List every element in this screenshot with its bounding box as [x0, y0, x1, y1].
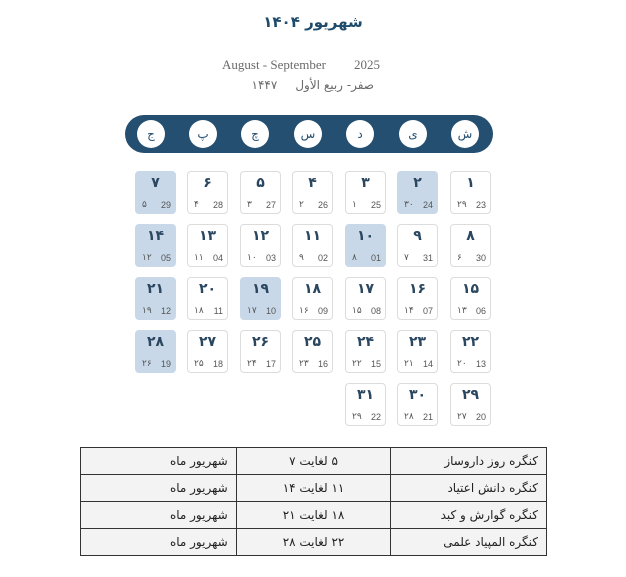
calendar-day-cell[interactable]	[450, 224, 491, 267]
weekday-saturday: ش	[451, 120, 479, 148]
persian-day-number: ۲۷	[198, 334, 217, 350]
hijri-day-number: ۲۰	[457, 359, 467, 369]
calendar-day-cell[interactable]	[135, 171, 176, 214]
calendar-day-cell[interactable]	[397, 224, 438, 267]
hijri-day-number: ۱	[352, 200, 357, 210]
gregorian-day-number: 12	[160, 306, 171, 316]
persian-day-number: ۲۰	[198, 281, 217, 297]
gregorian-day-number: 20	[475, 412, 486, 422]
persian-day-number: ۱	[466, 175, 475, 191]
event-month: شهریور ماه	[81, 502, 237, 529]
persian-day-number: ۳	[361, 175, 370, 191]
calendar-day-cell[interactable]	[397, 277, 438, 320]
gregorian-day-number: 02	[317, 253, 328, 263]
gregorian-day-number: 11	[213, 306, 223, 316]
gregorian-day-number: 15	[370, 359, 381, 369]
gregorian-day-number: 01	[370, 253, 381, 263]
gregorian-day-number: 28	[212, 200, 223, 210]
calendar-day-cell[interactable]	[450, 330, 491, 373]
hijri-day-number: ۲۴	[247, 359, 257, 369]
event-date-range: ۱۱ لغایت ۱۴	[236, 475, 391, 502]
calendar-day-cell[interactable]	[292, 224, 333, 267]
hijri-day-number: ۵	[142, 200, 147, 210]
gregorian-day-number: 05	[160, 253, 171, 263]
hijri-year: ۱۴۴۷	[251, 78, 278, 92]
gregorian-day-number: 26	[317, 200, 328, 210]
hijri-day-number: ۲۹	[352, 412, 362, 422]
calendar-day-cell[interactable]	[292, 330, 333, 373]
persian-day-number: ۱۳	[198, 228, 217, 244]
gregorian-day-number: 27	[265, 200, 276, 210]
hijri-day-number: ۲۲	[352, 359, 362, 369]
hijri-day-number: ۴	[194, 200, 199, 210]
gregorian-day-number: 07	[422, 306, 433, 316]
event-name: کنگره روز داروساز	[391, 448, 547, 475]
hijri-day-number: ۲	[299, 200, 304, 210]
persian-day-number: ۸	[466, 228, 475, 244]
event-name: کنگره المپیاد علمی	[391, 529, 547, 556]
events-table	[80, 447, 547, 556]
gregorian-day-number: 10	[265, 306, 276, 316]
persian-day-number: ۲۸	[146, 334, 165, 350]
weekday-friday: ج	[137, 120, 165, 148]
gregorian-day-number: 25	[370, 200, 381, 210]
gregorian-month-range	[222, 57, 380, 73]
hijri-day-number: ۲۹	[457, 200, 467, 210]
calendar-day-cell[interactable]	[345, 383, 386, 426]
gregorian-day-number: 21	[422, 412, 433, 422]
weekday-monday: د	[346, 120, 374, 148]
hijri-day-number: ۶	[457, 253, 462, 263]
calendar-day-cell[interactable]	[292, 277, 333, 320]
hijri-day-number: ۱۹	[142, 306, 152, 316]
persian-day-number: ۵	[256, 175, 265, 191]
calendar-day-cell[interactable]	[397, 171, 438, 214]
hijri-day-number: ۱۸	[194, 306, 204, 316]
hijri-day-number: ۹	[299, 253, 304, 263]
calendar-day-cell[interactable]	[135, 224, 176, 267]
calendar-day-cell[interactable]	[450, 277, 491, 320]
calendar-day-cell[interactable]	[187, 171, 228, 214]
calendar-day-cell[interactable]	[187, 330, 228, 373]
gregorian-day-number: 03	[265, 253, 276, 263]
event-date-range: ۱۸ لغایت ۲۱	[236, 502, 391, 529]
hijri-day-number: ۸	[352, 253, 357, 263]
persian-day-number: ۷	[151, 175, 160, 191]
gregorian-day-number: 14	[422, 359, 433, 369]
hijri-day-number: ۱۱	[194, 253, 204, 263]
persian-day-number: ۲۵	[303, 334, 322, 350]
calendar-day-cell[interactable]	[240, 224, 281, 267]
persian-day-number: ۳۱	[356, 387, 375, 403]
gregorian-day-number: 08	[370, 306, 381, 316]
weekday-thursday: پ	[189, 120, 217, 148]
event-name: کنگره گوارش و کبد	[391, 502, 547, 529]
calendar-day-cell[interactable]	[345, 171, 386, 214]
gregorian-day-number: 29	[160, 200, 171, 210]
persian-day-number: ۱۰	[356, 228, 375, 244]
gregorian-day-number: 09	[317, 306, 328, 316]
calendar-day-cell[interactable]	[187, 224, 228, 267]
hijri-day-number: ۲۷	[457, 412, 467, 422]
gregorian-months: August - September	[222, 57, 326, 72]
persian-day-number: ۲	[413, 175, 422, 191]
event-month: شهریور ماه	[81, 448, 237, 475]
hijri-months: صفر- ربیع الأول	[295, 78, 374, 92]
calendar-day-cell[interactable]	[135, 277, 176, 320]
persian-day-number: ۱۸	[303, 281, 322, 297]
gregorian-day-number: 18	[212, 359, 223, 369]
hijri-day-number: ۲۱	[404, 359, 414, 369]
calendar-day-cell[interactable]	[345, 330, 386, 373]
gregorian-day-number: 19	[160, 359, 171, 369]
gregorian-day-number: 13	[475, 359, 486, 369]
weekday-wednesday: چ	[241, 120, 269, 148]
hijri-day-number: ۱۰	[247, 253, 257, 263]
hijri-day-number: ۱۶	[299, 306, 309, 316]
persian-day-number: ۱۱	[303, 228, 322, 244]
calendar-day-cell[interactable]	[345, 277, 386, 320]
persian-day-number: ۲۶	[251, 334, 270, 350]
event-month: شهریور ماه	[81, 475, 237, 502]
persian-day-number: ۱۴	[146, 228, 165, 244]
hijri-day-number: ۳	[247, 200, 252, 210]
calendar-month-title: شهریور ۱۴۰۴	[263, 13, 363, 31]
weekday-tuesday: س	[294, 120, 322, 148]
hijri-day-number: ۱۴	[404, 306, 414, 316]
persian-day-number: ۱۹	[251, 281, 270, 297]
event-month: شهریور ماه	[81, 529, 237, 556]
persian-day-number: ۶	[203, 175, 212, 191]
gregorian-day-number: 30	[475, 253, 486, 263]
gregorian-day-number: 17	[265, 359, 276, 369]
calendar-day-cell[interactable]	[292, 171, 333, 214]
weekday-header-bar	[125, 115, 493, 153]
persian-day-number: ۳۰	[408, 387, 427, 403]
table-row	[81, 448, 547, 475]
persian-day-number: ۲۴	[356, 334, 375, 350]
hijri-day-number: ۱۷	[247, 306, 257, 316]
table-row	[81, 502, 547, 529]
gregorian-year: 2025	[353, 57, 380, 72]
gregorian-day-number: 22	[370, 412, 381, 422]
persian-day-number: ۲۲	[461, 334, 480, 350]
gregorian-day-number: 16	[317, 359, 328, 369]
gregorian-day-number: 31	[422, 253, 433, 263]
event-date-range: ۵ لغایت ۷	[236, 448, 391, 475]
persian-day-number: ۹	[413, 228, 422, 244]
persian-day-number: ۴	[308, 175, 317, 191]
weekday-sunday: ی	[399, 120, 427, 148]
calendar-day-cell[interactable]	[240, 330, 281, 373]
persian-day-number: ۲۹	[461, 387, 480, 403]
calendar-day-cell[interactable]	[240, 171, 281, 214]
event-name: کنگره دانش اعتیاد	[391, 475, 547, 502]
table-row	[81, 529, 547, 556]
event-date-range: ۲۲ لغایت ۲۸	[236, 529, 391, 556]
hijri-day-number: ۱۳	[457, 306, 467, 316]
persian-day-number: ۱۶	[408, 281, 427, 297]
persian-day-number: ۱۲	[251, 228, 270, 244]
calendar-day-cell[interactable]	[397, 330, 438, 373]
hijri-month-range	[244, 78, 374, 92]
table-row	[81, 475, 547, 502]
gregorian-day-number: 06	[475, 306, 486, 316]
calendar-day-cell[interactable]	[187, 277, 228, 320]
persian-day-number: ۱۵	[461, 281, 480, 297]
calendar-day-cell[interactable]	[240, 277, 281, 320]
hijri-day-number: ۲۳	[299, 359, 309, 369]
persian-day-number: ۱۷	[356, 281, 375, 297]
hijri-day-number: ۲۸	[404, 412, 414, 422]
hijri-day-number: ۲۶	[142, 359, 152, 369]
hijri-day-number: ۷	[404, 253, 409, 263]
hijri-day-number: ۱۵	[352, 306, 362, 316]
hijri-day-number: ۲۵	[194, 359, 204, 369]
calendar-day-cell[interactable]	[450, 171, 491, 214]
gregorian-day-number: 24	[422, 200, 433, 210]
hijri-day-number: ۱۲	[142, 253, 152, 263]
calendar-day-cell[interactable]	[397, 383, 438, 426]
calendar-day-cell[interactable]	[135, 330, 176, 373]
hijri-day-number: ۳۰	[404, 200, 414, 210]
calendar-day-cell[interactable]	[345, 224, 386, 267]
persian-day-number: ۲۱	[146, 281, 165, 297]
calendar-day-cell[interactable]	[450, 383, 491, 426]
gregorian-day-number: 04	[212, 253, 223, 263]
gregorian-day-number: 23	[475, 200, 486, 210]
persian-day-number: ۲۳	[408, 334, 427, 350]
